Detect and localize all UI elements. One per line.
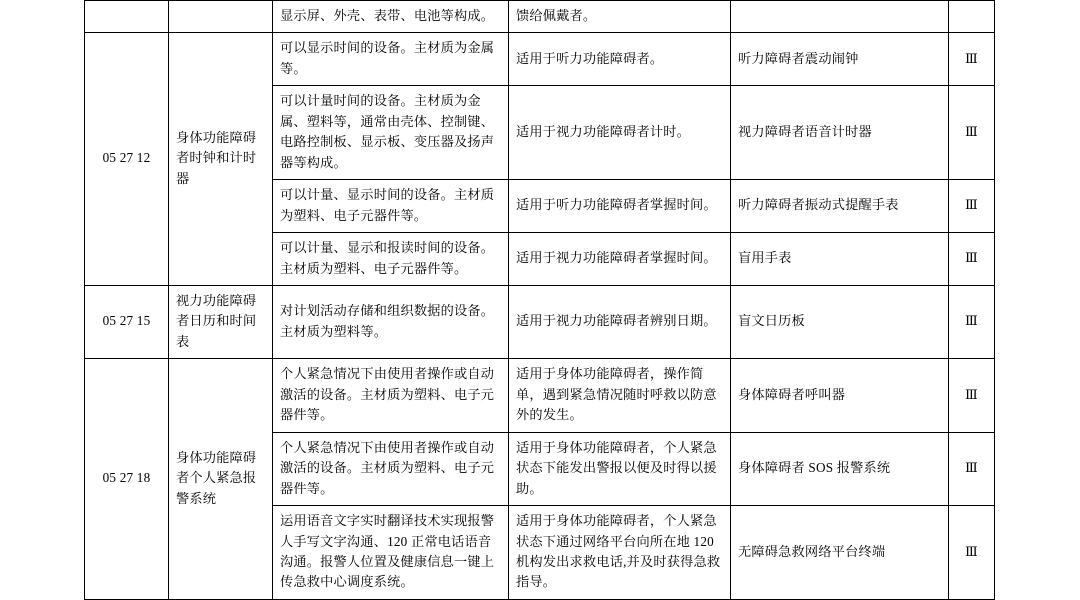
cell-name: 视力功能障碍者日历和时间表 — [169, 285, 273, 358]
cell-code — [85, 1, 169, 33]
cell-scope: 适用于听力功能障碍者掌握时间。 — [509, 180, 731, 233]
cell-level: Ⅲ — [949, 180, 995, 233]
cell-definition: 运用语音文字实时翻译技术实现报警人手写文字沟通、120 正常电话语音沟通。报警人位置及健康信息一键上传急救中心调度系统。 — [273, 506, 509, 600]
cell-name — [169, 1, 273, 33]
cell-definition: 对计划活动存储和组织数据的设备。主材质为塑料等。 — [273, 285, 509, 358]
cell-product — [731, 1, 949, 33]
classification-table — [84, 0, 995, 600]
cell-level: Ⅲ — [949, 359, 995, 432]
cell-definition: 显示屏、外壳、表带、电池等构成。 — [273, 1, 509, 33]
cell-product: 无障碍急救网络平台终端 — [731, 506, 949, 600]
table-row — [85, 33, 995, 86]
cell-definition: 个人紧急情况下由使用者操作或自动激活的设备。主材质为塑料、电子元器件等。 — [273, 432, 509, 505]
cell-code: 05 27 12 — [85, 33, 169, 286]
table-row — [85, 359, 995, 432]
cell-product: 盲用手表 — [731, 233, 949, 286]
cell-scope: 适用于听力功能障碍者。 — [509, 33, 731, 86]
cell-definition: 可以计量、显示和报读时间的设备。主材质为塑料、电子元器件等。 — [273, 233, 509, 286]
cell-level: Ⅲ — [949, 233, 995, 286]
table-body — [85, 1, 995, 600]
cell-scope: 适用于视力功能障碍者辨别日期。 — [509, 285, 731, 358]
cell-definition: 可以计量、显示时间的设备。主材质为塑料、电子元器件等。 — [273, 180, 509, 233]
cell-product: 听力障碍者振动式提醒手表 — [731, 180, 949, 233]
cell-name: 身体功能障碍者时钟和计时器 — [169, 33, 273, 286]
cell-product: 听力障碍者震动闹钟 — [731, 33, 949, 86]
cell-scope: 适用于身体功能障碍者，个人紧急状态下通过网络平台向所在地 120 机构发出求救电话,并及时获得急救指导。 — [509, 506, 731, 600]
cell-level — [949, 1, 995, 33]
cell-scope: 适用于视力功能障碍者计时。 — [509, 86, 731, 180]
cell-scope: 适用于身体功能障碍者，操作简单，遇到紧急情况随时呼救以防意外的发生。 — [509, 359, 731, 432]
cell-level: Ⅲ — [949, 285, 995, 358]
cell-scope: 馈给佩戴者。 — [509, 1, 731, 33]
cell-definition: 个人紧急情况下由使用者操作或自动激活的设备。主材质为塑料、电子元器件等。 — [273, 359, 509, 432]
cell-level: Ⅲ — [949, 506, 995, 600]
table-row — [85, 285, 995, 358]
table-row — [85, 1, 995, 33]
cell-definition: 可以计量时间的设备。主材质为金属、塑料等，通常由壳体、控制键、电路控制板、显示板、变压器及扬声器等构成。 — [273, 86, 509, 180]
cell-level: Ⅲ — [949, 33, 995, 86]
cell-code: 05 27 18 — [85, 359, 169, 600]
cell-product: 视力障碍者语音计时器 — [731, 86, 949, 180]
cell-product: 身体障碍者 SOS 报警系统 — [731, 432, 949, 505]
cell-name: 身体功能障碍者个人紧急报警系统 — [169, 359, 273, 600]
cell-definition: 可以显示时间的设备。主材质为金属等。 — [273, 33, 509, 86]
cell-level: Ⅲ — [949, 432, 995, 505]
cell-code: 05 27 15 — [85, 285, 169, 358]
cell-product: 身体障碍者呼叫器 — [731, 359, 949, 432]
cell-scope: 适用于视力功能障碍者掌握时间。 — [509, 233, 731, 286]
cell-scope: 适用于身体功能障碍者，个人紧急状态下能发出警报以便及时得以援助。 — [509, 432, 731, 505]
cell-level: Ⅲ — [949, 86, 995, 180]
cell-product: 盲文日历板 — [731, 285, 949, 358]
